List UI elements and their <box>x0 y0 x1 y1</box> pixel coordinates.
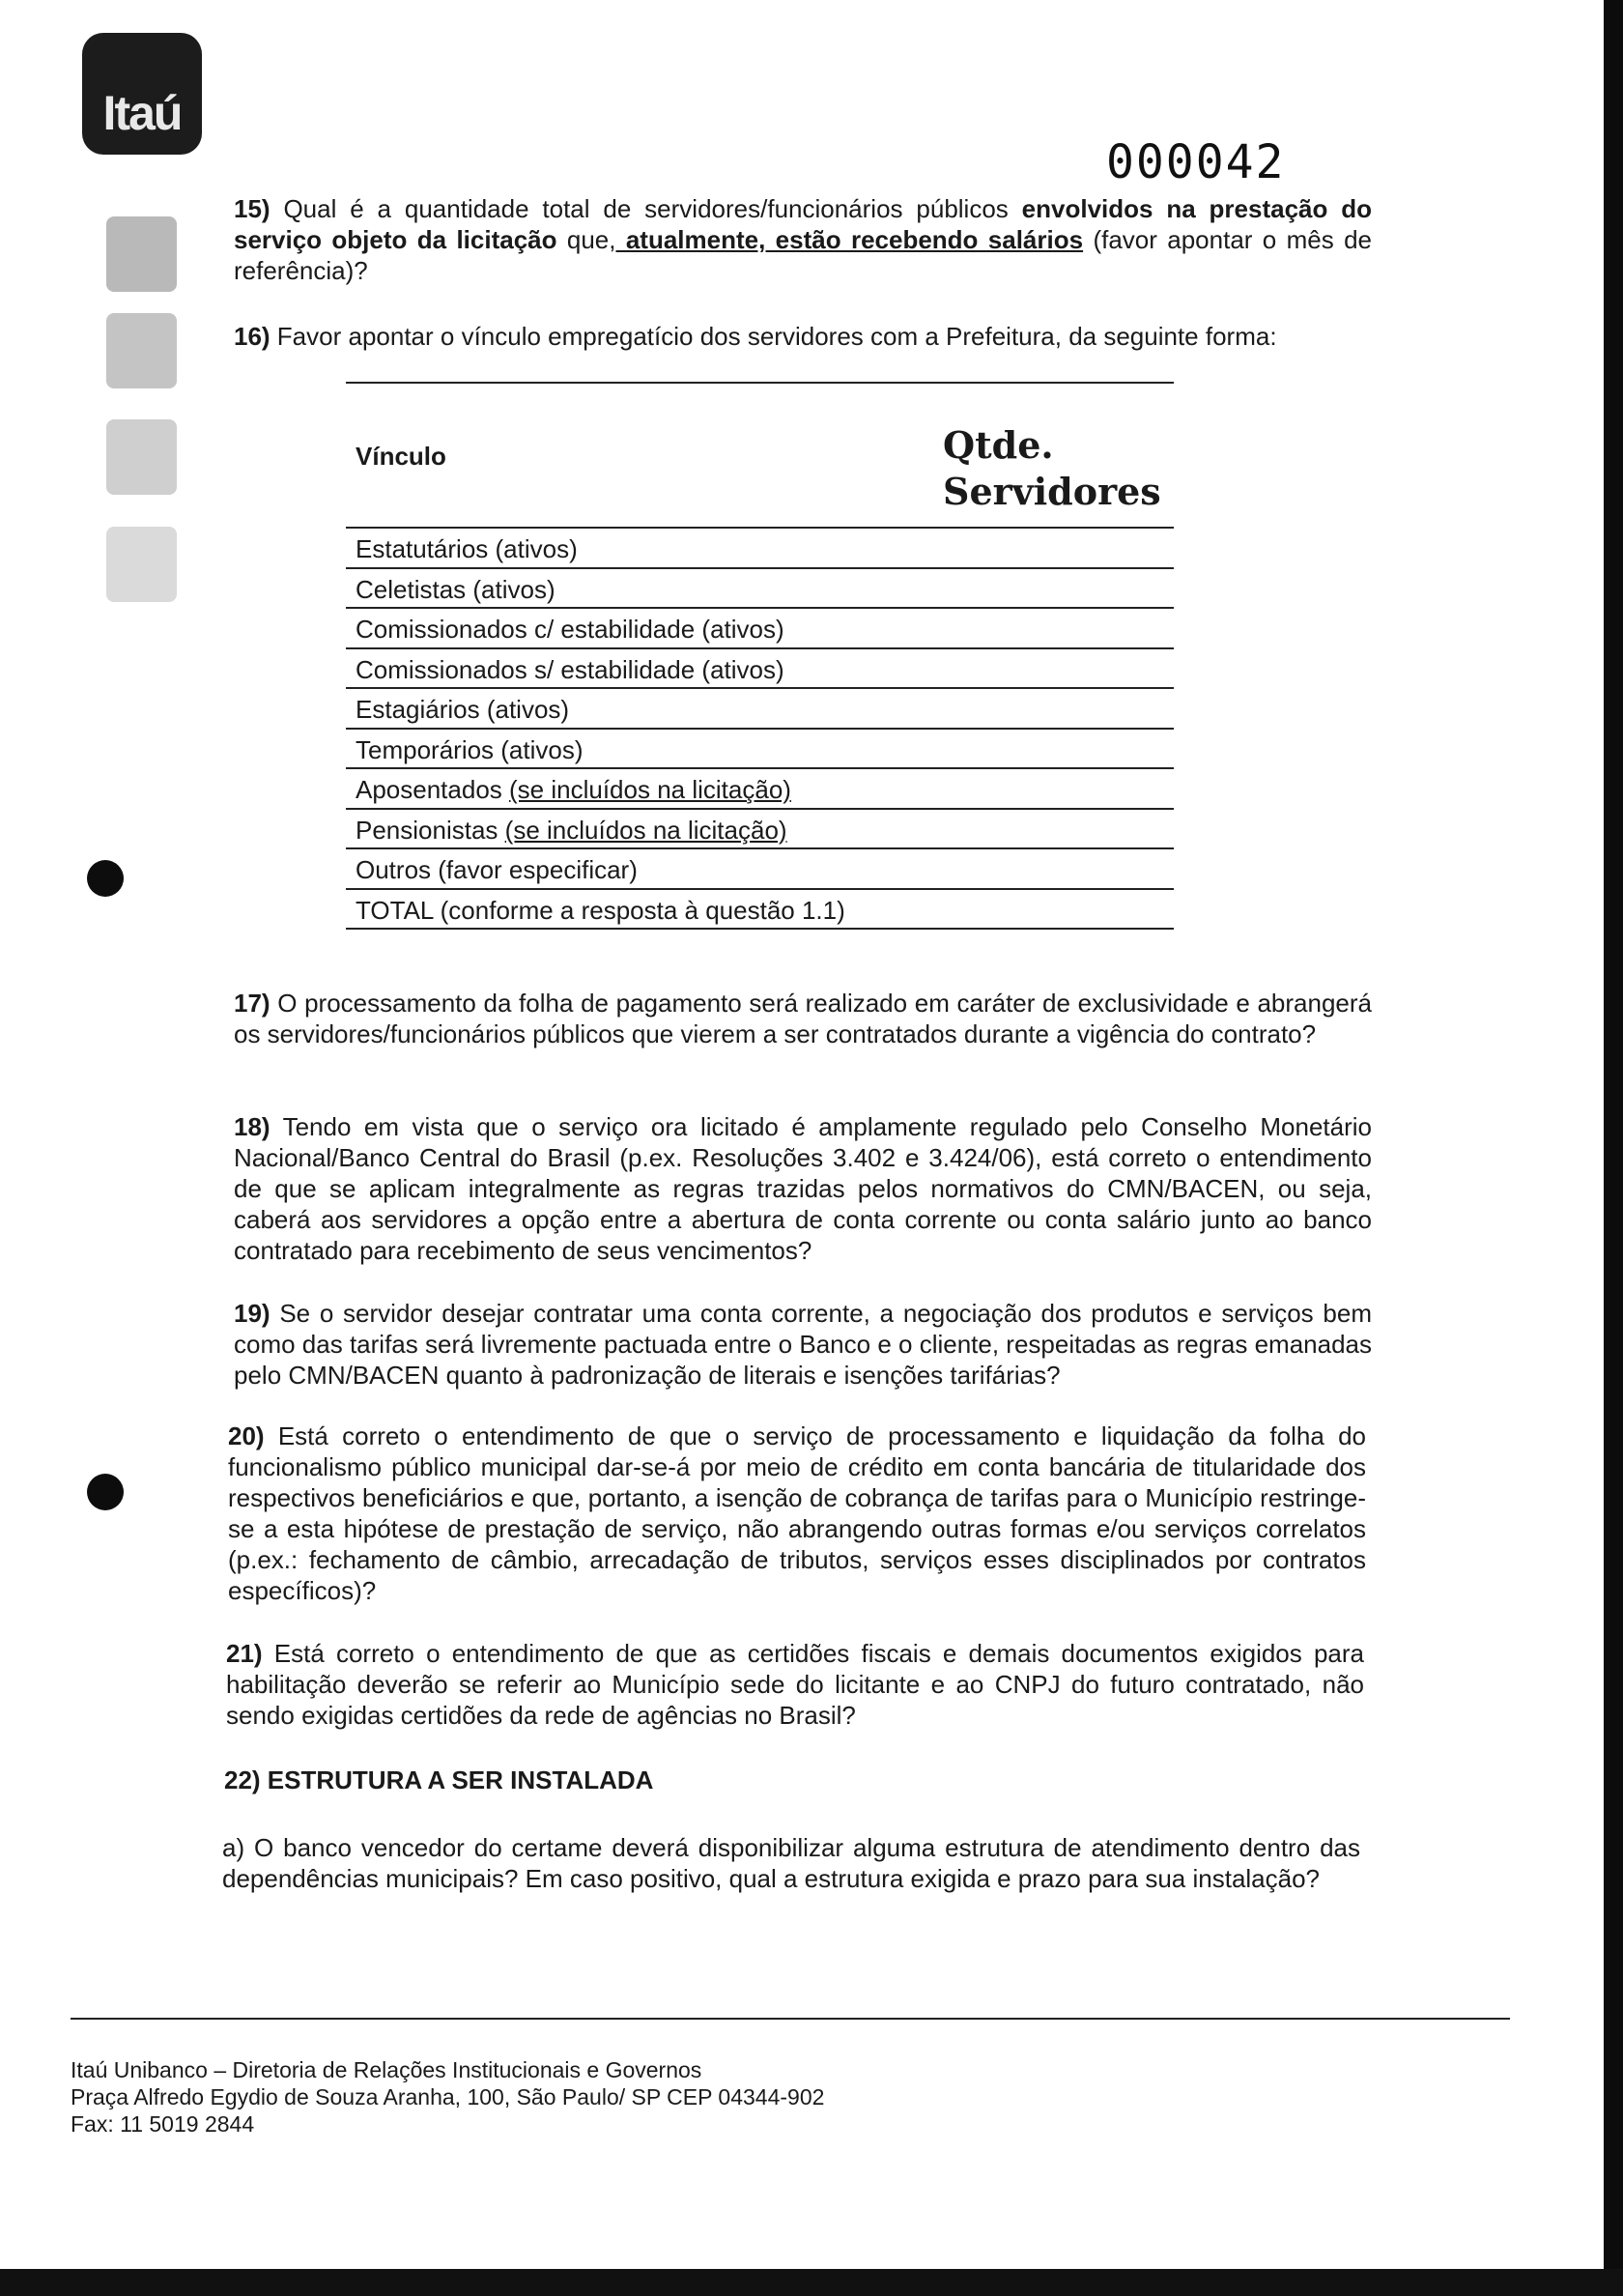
table-row: Outros (favor especificar) <box>346 849 1174 890</box>
scan-edge-right <box>1604 0 1623 2296</box>
question-21: 21) Está correto o entendimento de que as certidões fiscais e demais documentos exigidos para habilitação deverão se referir ao Município sede do licitante e ao CNPJ do futuro contratado, não sendo exigidas certidões da rede de agências no Brasil? <box>226 1639 1364 1730</box>
question-22-heading: 22) ESTRUTURA A SER INSTALADA <box>224 1765 654 1794</box>
question-18: 18) Tendo em vista que o serviço ora licitado é amplamente regulado pelo Conselho Monetário Nacional/Banco Central do Brasil (p.ex. Resoluções 3.402 e 3.424/06), está correto o entendimento de que se aplicam integralmente as regras trazidas pelos normativos do CMN/BACEN, ou seja, caberá aos servidores a opção entre a abertura de conta corrente ou conta salário junto ao banco contratado para recebimento de seus vencimentos? <box>234 1112 1372 1265</box>
question-15: 15) Qual é a quantidade total de servidores/funcionários públicos envolvidos na prestação do serviço objeto da licitação que, atualmente, estão recebendo salários (favor apontar o mês de referência)? <box>234 194 1373 285</box>
table-row: Pensionistas (se incluídos na licitação) <box>346 810 1174 850</box>
question-22a: a) O banco vencedor do certame deverá disponibilizar alguma estrutura de atendimento dentro das dependências municipais? Em caso positivo, qual a estrutura exigida e prazo para sua instalação? <box>222 1833 1360 1893</box>
scan-mark-square <box>106 527 177 602</box>
table-row: Estagiários (ativos) <box>346 689 1174 730</box>
footer-address: Praça Alfredo Egydio de Souza Aranha, 100, São Paulo/ SP CEP 04344-902 <box>71 2084 825 2109</box>
question-16: 16) Favor apontar o vínculo empregatício dos servidores com a Prefeitura, da seguinte forma: <box>234 322 1277 351</box>
question-20: 20) Está correto o entendimento de que o serviço de processamento e liquidação da folha do funcionalismo público municipal dar-se-á por meio de crédito em conta bancária de titularidade dos respectivos beneficiários e que, portanto, a isenção de cobrança de tarifas para o Município restringe-se a esta hipótese de prestação de serviço, não abrangendo outras formas e/ou serviços correlatos (p.ex.: fechamento de câmbio, arrecadação de tributos, serviços esses disciplinados por contratos específicos)? <box>228 1421 1366 1605</box>
footer-divider <box>71 2018 1510 2020</box>
column-header-vinculo: Vínculo <box>356 442 446 471</box>
scan-mark-square <box>106 419 177 495</box>
footer-fax: Fax: 11 5019 2844 <box>71 2111 255 2137</box>
punch-hole <box>87 860 124 897</box>
table-row: Aposentados (se incluídos na licitação) <box>346 769 1174 810</box>
table-row: Celetistas (ativos) <box>346 569 1174 610</box>
table-row: Temporários (ativos) <box>346 730 1174 770</box>
table-row: TOTAL (conforme a resposta à questão 1.1) <box>346 890 1174 931</box>
scan-edge-bottom <box>0 2269 1623 2296</box>
page-number-stamp: 000042 <box>1106 135 1286 189</box>
footer <box>71 2056 824 2138</box>
scan-mark-square <box>106 313 177 388</box>
scan-mark-square <box>106 216 177 292</box>
column-header-qtde: Qtde. Servidores <box>943 423 1161 513</box>
table-row: Comissionados c/ estabilidade (ativos) <box>346 609 1174 649</box>
footer-org: Itaú Unibanco – Diretoria de Relações Institucionais e Governos <box>71 2057 702 2082</box>
employment-table <box>346 382 1174 930</box>
itau-logo: Itaú <box>82 33 202 155</box>
question-17: 17) O processamento da folha de pagamento será realizado em caráter de exclusividade e abrangerá os servidores/funcionários públicos que vierem a ser contratados durante a vigência do contrato? <box>234 989 1372 1048</box>
table-row: Comissionados s/ estabilidade (ativos) <box>346 649 1174 690</box>
punch-hole <box>87 1474 124 1510</box>
table-header <box>346 382 1174 529</box>
table-row: Estatutários (ativos) <box>346 529 1174 569</box>
question-19: 19) Se o servidor desejar contratar uma conta corrente, a negociação dos produtos e serviços bem como das tarifas será livremente pactuada entre o Banco e o cliente, respeitadas as regras emanadas pelo CMN/BACEN quanto à padronização de literais e isenções tarifárias? <box>234 1299 1372 1390</box>
